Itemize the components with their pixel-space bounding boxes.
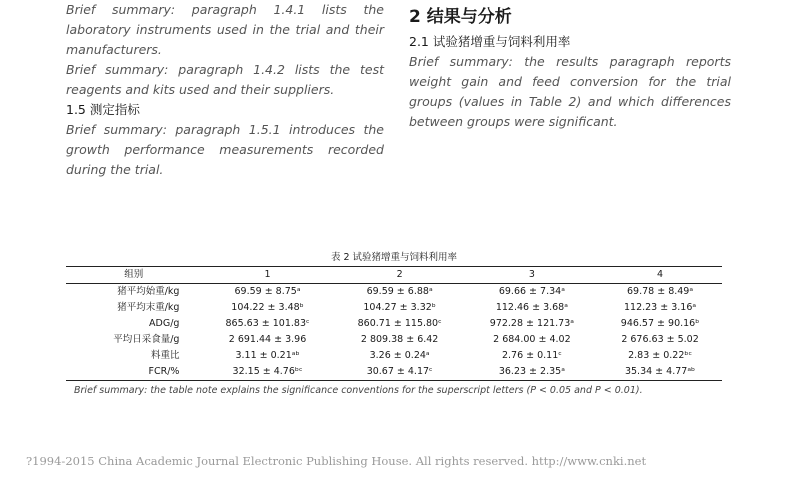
heading-1-5: 1.5 测定指标 [66,102,140,117]
row-label: 料重比 [150,350,180,361]
header-group-4: 4 [598,267,722,284]
table-cell: 69.59 ± 8.75ᵃ [234,286,301,297]
table-cell: 865.63 ± 101.83ᶜ [225,318,310,329]
table-cell: 972.28 ± 121.73ᵃ [489,318,574,329]
header-group-1: 1 [201,267,333,284]
table-cell: 3.11 ± 0.21ᵃᵇ [235,350,300,361]
table-cell: 2 684.00 ± 4.02 [493,334,571,345]
header-group-2: 2 [334,267,466,284]
table-cell: 2.76 ± 0.11ᶜ [501,350,562,361]
copyright-footer: ?1994-2015 China Academic Journal Electronic Publishing House. All rights reserved. http://www.cnki.net [26,454,647,468]
heading-2-1: 2.1 试验猪增重与饲料利用率 [409,34,571,49]
header-group-3: 3 [466,267,598,284]
section-heading-results: 2 结果与分析 [409,7,512,27]
left-para-instruments: Brief summary: paragraph 1.4.1 lists the laboratory instruments used in the trial and their manufacturers. [66,2,384,57]
left-column [66,0,384,180]
table-cell: 946.57 ± 90.16ᵇ [620,318,700,329]
table-cell: 2 809.38 ± 6.42 [360,334,439,345]
table-row [66,332,722,348]
table-cell: 35.34 ± 4.77ᵃᵇ [624,366,696,377]
right-para-results: Brief summary: the results paragraph reports weight gain and feed conversion for the trial groups (values in Table 2) and which differences between groups were significant. [409,54,731,129]
row-label: ADG/g [149,318,180,329]
table-row [66,348,722,364]
table-2 [66,249,722,398]
row-label: 平均日采食量/g [113,334,180,345]
table-row [66,300,722,316]
table-row [66,316,722,332]
table-note: Brief summary: the table note explains the significance conventions for the superscript letters (P < 0.05 and P < 0.01). [74,385,643,396]
row-label: FCR/% [148,366,180,377]
table-cell: 69.59 ± 6.88ᵃ [366,286,433,297]
table-row [66,364,722,381]
table-title: 表 2 试验猪增重与饲料利用率 [330,252,458,263]
table-cell: 860.71 ± 115.80ᶜ [357,318,442,329]
table-cell: 104.27 ± 3.32ᵇ [363,302,436,313]
table-cell: 2 676.63 ± 5.02 [621,334,699,345]
row-label: 猪平均始重/kg [117,286,180,297]
table-header-row [66,267,722,284]
table-cell: 32.15 ± 4.76ᵇᶜ [232,366,303,377]
table-cell: 104.22 ± 3.48ᵇ [231,302,304,313]
table-cell: 112.23 ± 3.16ᵃ [623,302,697,313]
table-cell: 36.23 ± 2.35ᵃ [498,366,565,377]
data-table [66,266,722,381]
left-para-performance: Brief summary: paragraph 1.5.1 introduces the growth performance measurements recorded during the trial. [66,122,384,177]
left-para-reagents: Brief summary: paragraph 1.4.2 lists the test reagents and kits used and their suppliers. [66,62,384,97]
table-cell: 30.67 ± 4.17ᶜ [366,366,433,377]
header-group: 组别 [66,267,201,284]
table-cell: 69.66 ± 7.34ᵃ [498,286,565,297]
right-column [409,0,731,132]
row-label: 猪平均末重/kg [117,302,180,313]
table-cell: 2 691.44 ± 3.96 [228,334,307,345]
table-cell: 112.46 ± 3.68ᵃ [495,302,568,313]
table-row [66,284,722,301]
table-cell: 69.78 ± 8.49ᵃ [627,286,694,297]
table-cell: 2.83 ± 0.22ᵇᶜ [628,350,692,361]
table-cell: 3.26 ± 0.24ᵃ [369,350,430,361]
